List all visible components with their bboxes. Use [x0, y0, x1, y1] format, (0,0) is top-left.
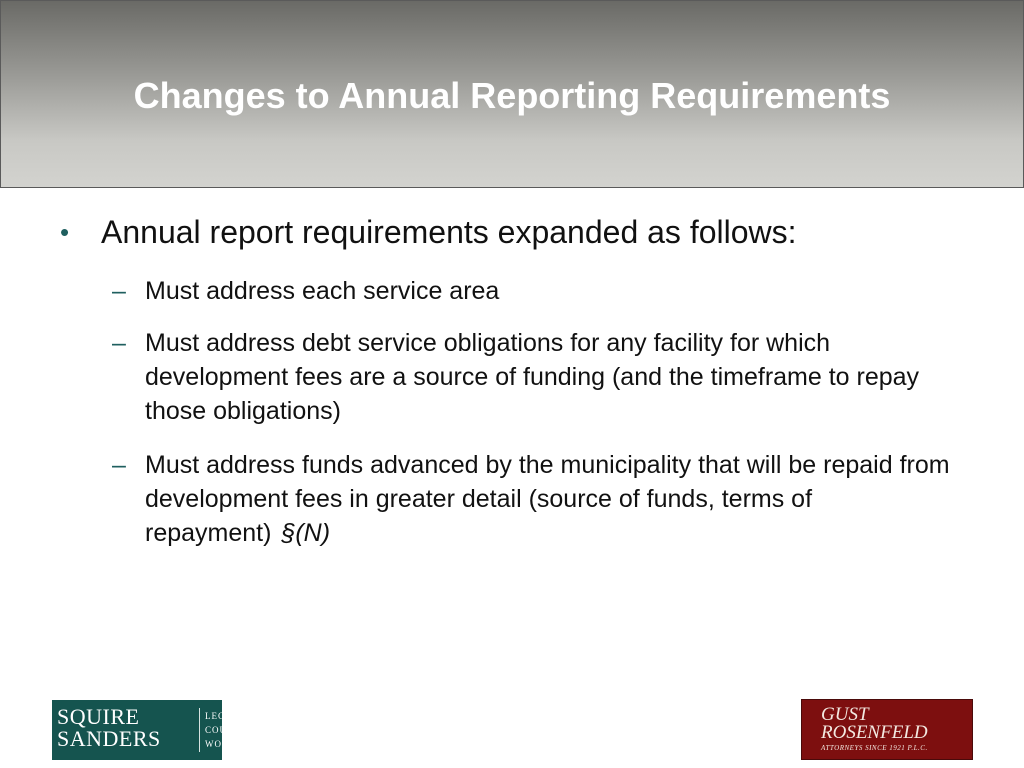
sub-bullet-text-wrap	[145, 448, 962, 550]
logo-name-line-1: SQUIRE	[57, 704, 140, 729]
logo-line-1: GUST	[821, 704, 869, 725]
gust-rosenfeld-logo	[801, 699, 973, 760]
logo-divider	[199, 708, 200, 752]
logo-line-2: ROSENFELD	[821, 722, 928, 743]
dash-icon: –	[112, 451, 126, 479]
bullet-icon: •	[60, 217, 70, 247]
sub-bullet-text: Must address debt service obligations for any facility for which development fees are a source of funding (and the timeframe to repay those obligations)	[145, 329, 920, 425]
main-bullet-text: Annual report requirements expanded as follows:	[101, 214, 797, 250]
slide-title: Changes to Annual Reporting Requirements	[133, 75, 891, 116]
dash-icon: –	[112, 329, 126, 357]
logo-tag-line-3: WORLDWIDE	[205, 739, 271, 749]
logo-wordmark	[57, 706, 161, 750]
statute-citation: §(N)	[281, 519, 331, 547]
sub-bullet-text: Must address each service area	[145, 277, 500, 305]
logo-tag-line-1: LEGAL	[205, 711, 240, 721]
logo-tagline	[205, 709, 270, 751]
logo-name-line-2: SANDERS	[57, 726, 161, 751]
sub-bullet-2	[112, 326, 962, 428]
sub-bullet-text: Must address funds advanced by the municipality that will be repaid from development fees in greater detail (source of funds, terms of repayment)	[145, 451, 950, 547]
squire-sanders-logo	[52, 700, 271, 760]
dash-icon: –	[112, 277, 126, 305]
sub-bullet-3	[112, 448, 962, 550]
logo-tag-line-2: COUNSEL	[205, 725, 254, 735]
logo-line-3: ATTORNEYS SINCE 1921 P.L.C.	[821, 744, 928, 752]
sub-bullet-1	[112, 274, 962, 308]
